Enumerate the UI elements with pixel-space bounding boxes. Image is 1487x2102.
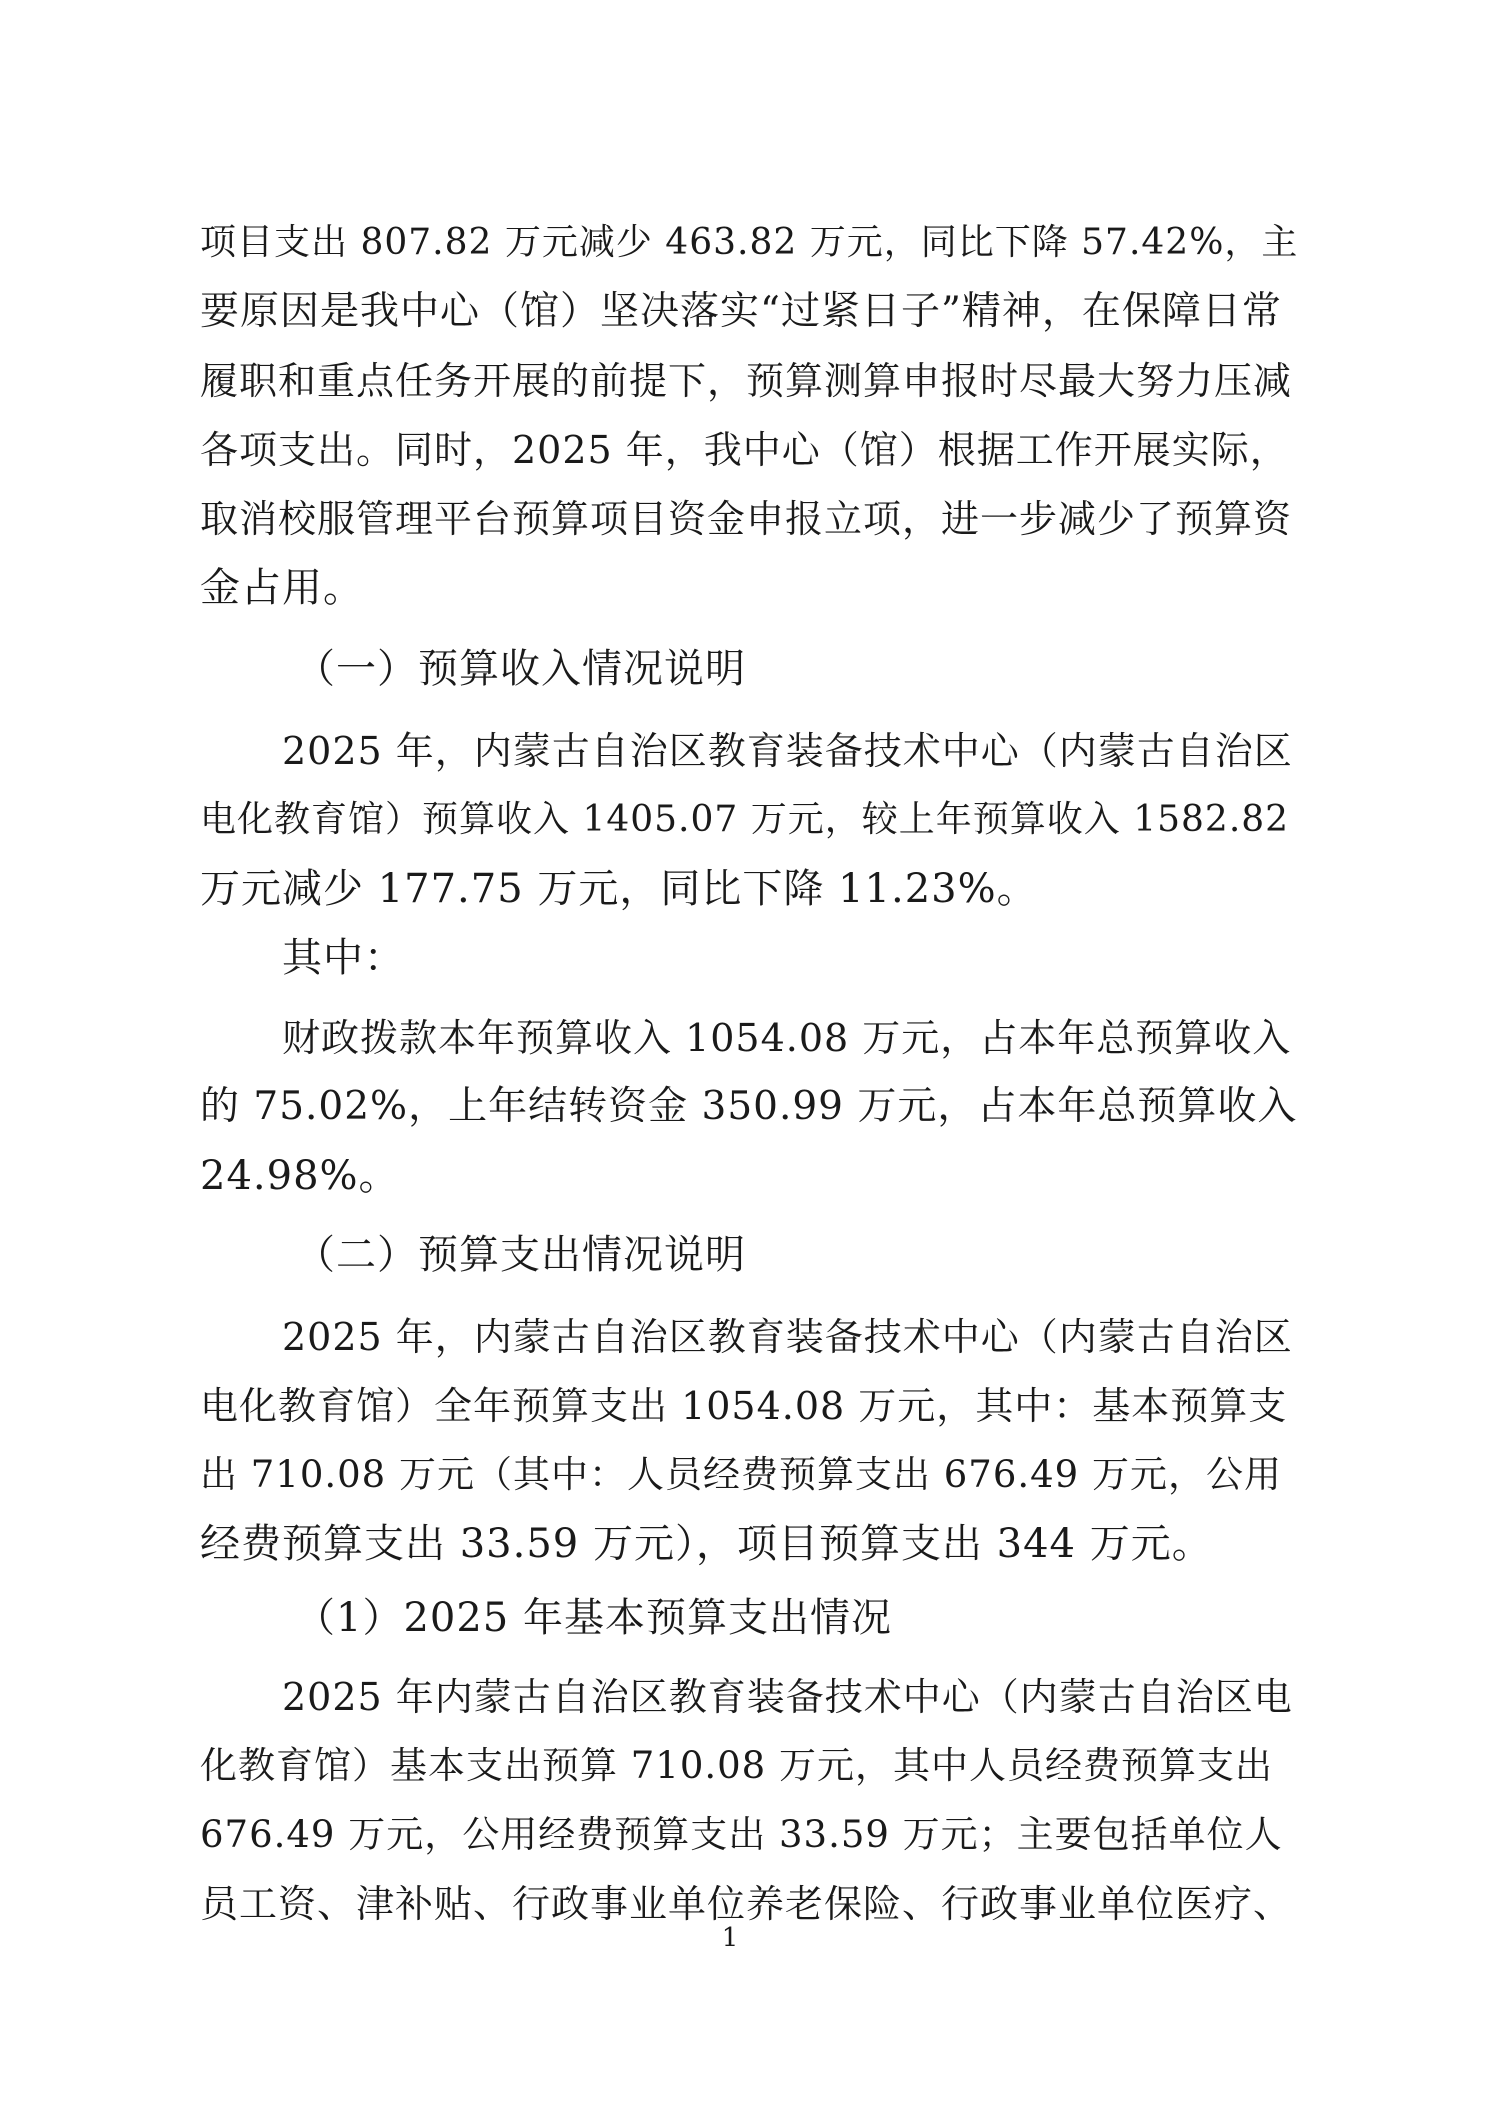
body-text-line: 员工资、津补贴、行政事业单位养老保险、行政事业单位医疗、 [200, 1882, 1293, 1926]
body-text-line: 万元减少 177.75 万元，同比下降 11.23%。 [200, 866, 1038, 912]
body-text-line: 2025 年，内蒙古自治区教育装备技术中心（内蒙古自治区 [282, 729, 1293, 773]
body-text-line: 出 710.08 万元（其中：人员经费预算支出 676.49 万元，公用 [200, 1453, 1282, 1496]
body-text-line: 项目支出 807.82 万元减少 463.82 万元，同比下降 57.42%，主 [200, 222, 1299, 263]
body-text-line: 化教育馆）基本支出预算 710.08 万元，其中人员经费预算支出 [200, 1744, 1273, 1787]
body-text-line: 电化教育馆）预算收入 1405.07 万元，较上年预算收入 1582.82 [200, 799, 1290, 840]
page-number: 1 [721, 1923, 739, 1953]
body-text-line: 金占用。 [200, 565, 364, 611]
body-text-line: 要原因是我中心（馆）坚决落实“过紧日子”精神，在保障日常 [200, 289, 1282, 334]
body-text-line: 24.98%。 [200, 1153, 400, 1199]
body-text-line: 电化教育馆）全年预算支出 1054.08 万元，其中：基本预算支 [200, 1384, 1288, 1428]
body-text-line: 各项支出。同时，2025 年，我中心（馆）根据工作开展实际， [200, 428, 1289, 472]
body-text-line: 取消校服管理平台预算项目资金申报立项，进一步减少了预算资 [200, 497, 1293, 541]
body-text-line: 2025 年，内蒙古自治区教育装备技术中心（内蒙古自治区 [282, 1315, 1293, 1359]
body-text-line: 其中： [282, 935, 405, 981]
body-text-line: 财政拨款本年预算收入 1054.08 万元，占本年总预算收入 [282, 1016, 1292, 1060]
section-heading-budget-expenditure: （二）预算支出情况说明 [295, 1232, 746, 1278]
section-heading-budget-income: （一）预算收入情况说明 [295, 646, 746, 692]
body-text-line: 履职和重点任务开展的前提下，预算测算申报时尽最大努力压减 [200, 359, 1293, 403]
subsection-heading-basic-expenditure: （1）2025 年基本预算支出情况 [295, 1595, 892, 1641]
body-text-line: 经费预算支出 33.59 万元），项目预算支出 344 万元。 [200, 1521, 1213, 1567]
body-text-line: 2025 年内蒙古自治区教育装备技术中心（内蒙古自治区电 [282, 1675, 1293, 1719]
body-text-line: 676.49 万元，公用经费预算支出 33.59 万元；主要包括单位人 [200, 1813, 1283, 1856]
body-text-line: 的 75.02%，上年结转资金 350.99 万元，占本年总预算收入 [200, 1084, 1298, 1129]
